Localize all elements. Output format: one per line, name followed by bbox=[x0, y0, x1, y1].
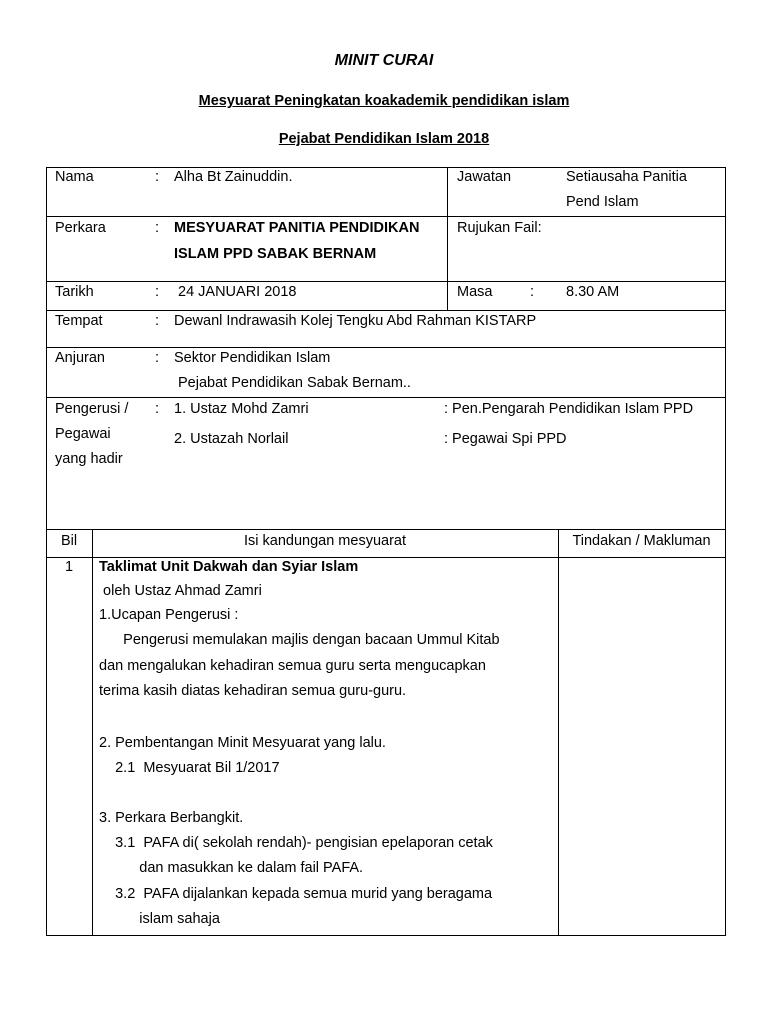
attendee-role: : Pen.Pengarah Pendidikan Islam PPD bbox=[444, 401, 694, 417]
colon: : bbox=[155, 220, 160, 236]
minute-line: 1.Ucapan Pengerusi : bbox=[99, 607, 239, 623]
document-title: MINIT CURAI bbox=[334, 52, 434, 69]
minute-line: dan masukkan ke dalam fail PAFA. bbox=[99, 860, 364, 876]
pengerusi-label-line1: Pengerusi / bbox=[55, 401, 129, 417]
attendee-name: 1. Ustaz Mohd Zamri bbox=[174, 401, 309, 417]
perkara-value-line2: ISLAM PPD SABAK BERNAM bbox=[174, 246, 377, 262]
minute-line: terima kasih diatas kehadiran semua guru-guru. bbox=[99, 683, 407, 699]
jawatan-label: Jawatan bbox=[457, 169, 512, 185]
colon: : bbox=[155, 401, 160, 417]
colon: : bbox=[155, 284, 160, 300]
colon: : bbox=[155, 313, 160, 329]
tarikh-value: 24 JANUARI 2018 bbox=[178, 284, 297, 300]
nama-value: Alha Bt Zainuddin. bbox=[174, 169, 293, 185]
pengerusi-label-line3: yang hadir bbox=[55, 451, 123, 467]
colon: : bbox=[155, 350, 160, 366]
minute-line: 3.2 PAFA dijalankan kepada semua murid yang beragama bbox=[99, 886, 493, 902]
office-subtitle: Pejabat Pendidikan Islam 2018 bbox=[278, 131, 490, 147]
tarikh-label: Tarikh bbox=[55, 284, 94, 300]
perkara-value-line1: MESYUARAT PANITIA PENDIDIKAN bbox=[174, 220, 420, 236]
tempat-value: Dewanl Indrawasih Kolej Tengku Abd Rahman KISTARP bbox=[174, 313, 537, 329]
anjuran-value-line1: Sektor Pendidikan Islam bbox=[174, 350, 331, 366]
attendee-role: : Pegawai Spi PPD bbox=[444, 431, 567, 447]
tempat-label: Tempat bbox=[55, 313, 103, 329]
bil-header: Bil bbox=[60, 533, 78, 549]
minute-line: dan mengalukan kehadiran semua guru serta mengucapkan bbox=[99, 658, 486, 674]
tindakan-header: Tindakan / Makluman bbox=[572, 533, 711, 549]
minute-line: oleh Ustaz Ahmad Zamri bbox=[99, 583, 262, 599]
item-heading: Taklimat Unit Dakwah dan Syiar Islam bbox=[99, 559, 359, 575]
minute-line: 2.1 Mesyuarat Bil 1/2017 bbox=[99, 760, 280, 776]
minute-line: 2. Pembentangan Minit Mesyuarat yang lalu. bbox=[99, 735, 386, 751]
anjuran-value-line2: Pejabat Pendidikan Sabak Bernam.. bbox=[178, 375, 411, 391]
bil-value: 1 bbox=[64, 559, 74, 575]
colon: : bbox=[530, 284, 535, 300]
minute-line: Pengerusi memulakan majlis dengan bacaan Ummul Kitab bbox=[99, 632, 500, 648]
nama-label: Nama bbox=[55, 169, 94, 185]
masa-label: Masa bbox=[457, 284, 493, 300]
minute-line: 3.1 PAFA di( sekolah rendah)- pengisian epelaporan cetak bbox=[99, 835, 493, 851]
isi-header: Isi kandungan mesyuarat bbox=[243, 533, 406, 549]
minute-line: islam sahaja bbox=[99, 911, 220, 927]
meeting-subtitle: Mesyuarat Peningkatan koakademik pendidikan islam bbox=[198, 93, 570, 109]
attendee-name: 2. Ustazah Norlail bbox=[174, 431, 289, 447]
anjuran-label: Anjuran bbox=[55, 350, 105, 366]
jawatan-value-line1: Setiausaha Panitia bbox=[566, 169, 687, 185]
masa-value: 8.30 AM bbox=[566, 284, 620, 300]
jawatan-value-line2: Pend Islam bbox=[566, 194, 639, 210]
pengerusi-label-line2: Pegawai bbox=[55, 426, 111, 442]
colon: : bbox=[155, 169, 160, 185]
minute-line: 3. Perkara Berbangkit. bbox=[99, 810, 244, 826]
perkara-label: Perkara bbox=[55, 220, 106, 236]
rujukan-label: Rujukan Fail: bbox=[457, 220, 542, 236]
